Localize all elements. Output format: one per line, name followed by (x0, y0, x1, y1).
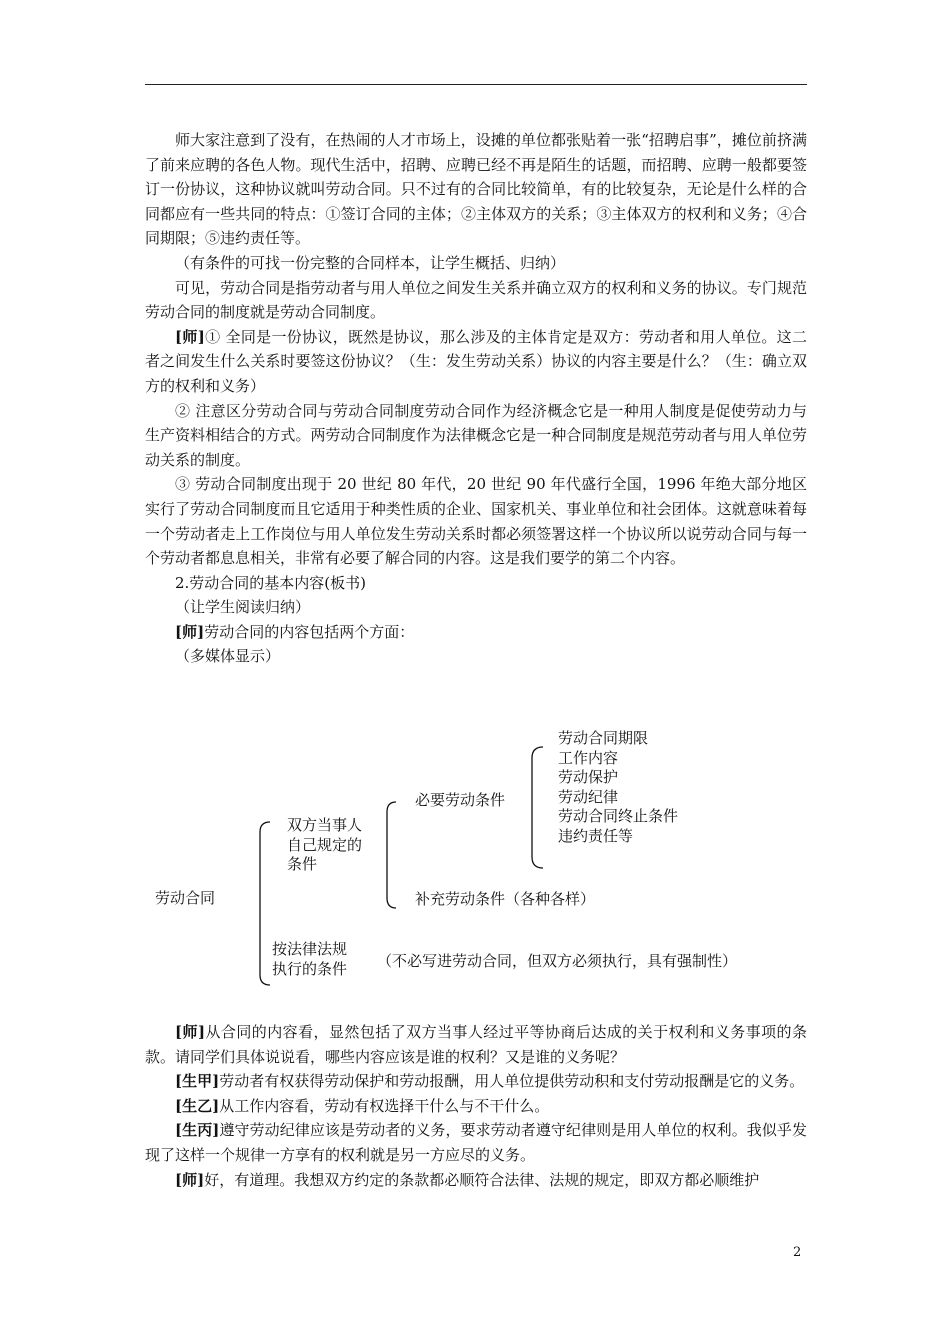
paragraph-text: 师大家注意到了没有，在热闹的人才市场上，设摊的单位都张贴着一张“招聘启事”，摊位前挤满了前来应聘的各色人物。现代生活中，招聘、应聘已经不再是陌生的话题，而招聘、应聘一般都要签订一份协议，这种协议就叫劳动合同。只不过有的合同比较简单，有的比较复杂，无论是什么样的合同都应有一些共同的特点：①签订合同的主体；②主体双方的关系；③主体双方的权利和义务；④合同期限；⑤违约责任等。 (145, 131, 807, 248)
tree-branch1-line: 双方当事人 (287, 816, 363, 834)
paragraph (145, 620, 807, 645)
paragraph-text: （多媒体显示） (175, 647, 281, 666)
paragraph (145, 399, 807, 473)
speaker-label: [生乙] (175, 1096, 220, 1115)
paragraph (145, 1069, 807, 1094)
page-number: 2 (793, 1245, 802, 1260)
tree-branch1-line: 自己规定的 (287, 835, 363, 854)
speaker-label: [生甲] (175, 1072, 220, 1091)
speaker-label: [师] (175, 327, 205, 346)
tree-required-label: 必要劳动条件 (415, 791, 506, 809)
body-text-bottom (145, 1020, 807, 1192)
paragraph-text: 2.劳动合同的基本内容(板书) (175, 573, 367, 592)
paragraph (145, 595, 807, 620)
brace-required (532, 747, 543, 868)
speaker-label: [师] (175, 1170, 205, 1189)
paragraph-text: ② 注意区分劳动合同与劳动合同制度劳动合同作为经济概念它是一种用人制度是促使劳动力与生产资料相结合的方式。两劳动合同制度作为法律概念它是一种合同制度是规范劳动者与用人单位劳动关系的制度。 (145, 401, 807, 469)
paragraph (145, 251, 807, 276)
tree-branch1-line: 条件 (287, 855, 318, 873)
tree-branch2-note: （不必写进劳动合同，但双方必须执行，具有强制性） (377, 952, 738, 970)
tree-root-label: 劳动合同 (155, 889, 216, 907)
paragraph (145, 276, 807, 325)
paragraph-text: 遵守劳动纪律应该是劳动者的义务，要求劳动者遵守纪律则是用人单位的权利。我似乎发现了这样一个规律一方享有的权利就是另一方应尽的义务。 (145, 1121, 807, 1164)
tree-supplement-label: 补充劳动条件（各种各样） (415, 890, 596, 908)
paragraph (145, 1118, 807, 1167)
speaker-label: [师] (175, 622, 205, 641)
paragraph (145, 128, 807, 251)
body-text-top (145, 128, 807, 669)
tree-required-item: 劳动保护 (558, 768, 619, 786)
paragraph-text: 从工作内容看，劳动有权选择干什么与不干什么。 (219, 1096, 550, 1115)
tree-branch2-line: 按法律法规 (272, 940, 348, 958)
brace-root (260, 822, 270, 985)
tree-required-item: 违约责任等 (558, 826, 634, 845)
paragraph (145, 325, 807, 399)
paragraph-text: （让学生阅读归纳） (175, 598, 311, 617)
paragraph (145, 1094, 807, 1119)
paragraph (145, 1168, 807, 1193)
speaker-label: [生丙] (175, 1121, 220, 1140)
paragraph-text: ① 全同是一份协议，既然是协议，那么涉及的主体肯定是双方：劳动者和用人单位。这二者之间发生什么关系时要签这份协议？（生：发生劳动关系）协议的内容主要是什么？（生：确立双方的权利和义务） (145, 327, 807, 395)
tree-required-item: 劳动纪律 (558, 787, 619, 806)
brace-branch1 (387, 802, 396, 908)
tree-branch2-line: 执行的条件 (272, 959, 348, 978)
paragraph-text: ③ 劳动合同制度出现于 20 世纪 80 年代，20 世纪 90 年代盛行全国，1996 年绝大部分地区实行了劳动合同制度而且它适用于种类性质的企业、国家机关、事业单位和社会团体。这就意味着每一个劳动者走上工作岗位与用人单位发生劳动关系时都必须签署这样一个协议所以说劳动合同与每一个劳动者都息息相关，非常有必要了解合同的内容。这是我们要学的第二个内容。 (145, 475, 807, 568)
tree-required-item: 工作内容 (558, 748, 619, 767)
paragraph (145, 472, 807, 570)
paragraph-text: 劳动者有权获得劳动保护和劳动报酬，用人单位提供劳动积和支付劳动报酬是它的义务。 (219, 1072, 805, 1091)
header-rule (145, 84, 807, 85)
paragraph (145, 644, 807, 669)
paragraph-text: 从合同的内容看，显然包括了双方当事人经过平等协商后达成的关于权利和义务事项的条款。请同学们具体说说看，哪些内容应该是谁的权利？又是谁的义务呢？ (145, 1023, 807, 1066)
paragraph-text: （有条件的可找一份完整的合同样本，让学生概括、归纳） (175, 253, 566, 272)
tree-required-item: 劳动合同期限 (558, 729, 649, 747)
section-heading (145, 571, 807, 596)
paragraph-text: 可见，劳动合同是指劳动者与用人单位之间发生关系并确立双方的权利和义务的协议。专门规范劳动合同的制度就是劳动合同制度。 (145, 278, 807, 322)
paragraph (145, 1020, 807, 1069)
tree-required-item: 劳动合同终止条件 (558, 807, 679, 825)
paragraph-text: 好，有道理。我想双方约定的条款都必顺符合法律、法规的规定，即双方都必顺维护 (204, 1170, 760, 1189)
speaker-label: [师] (175, 1023, 206, 1041)
paragraph-text: 劳动合同的内容包括两个方面： (204, 622, 415, 641)
